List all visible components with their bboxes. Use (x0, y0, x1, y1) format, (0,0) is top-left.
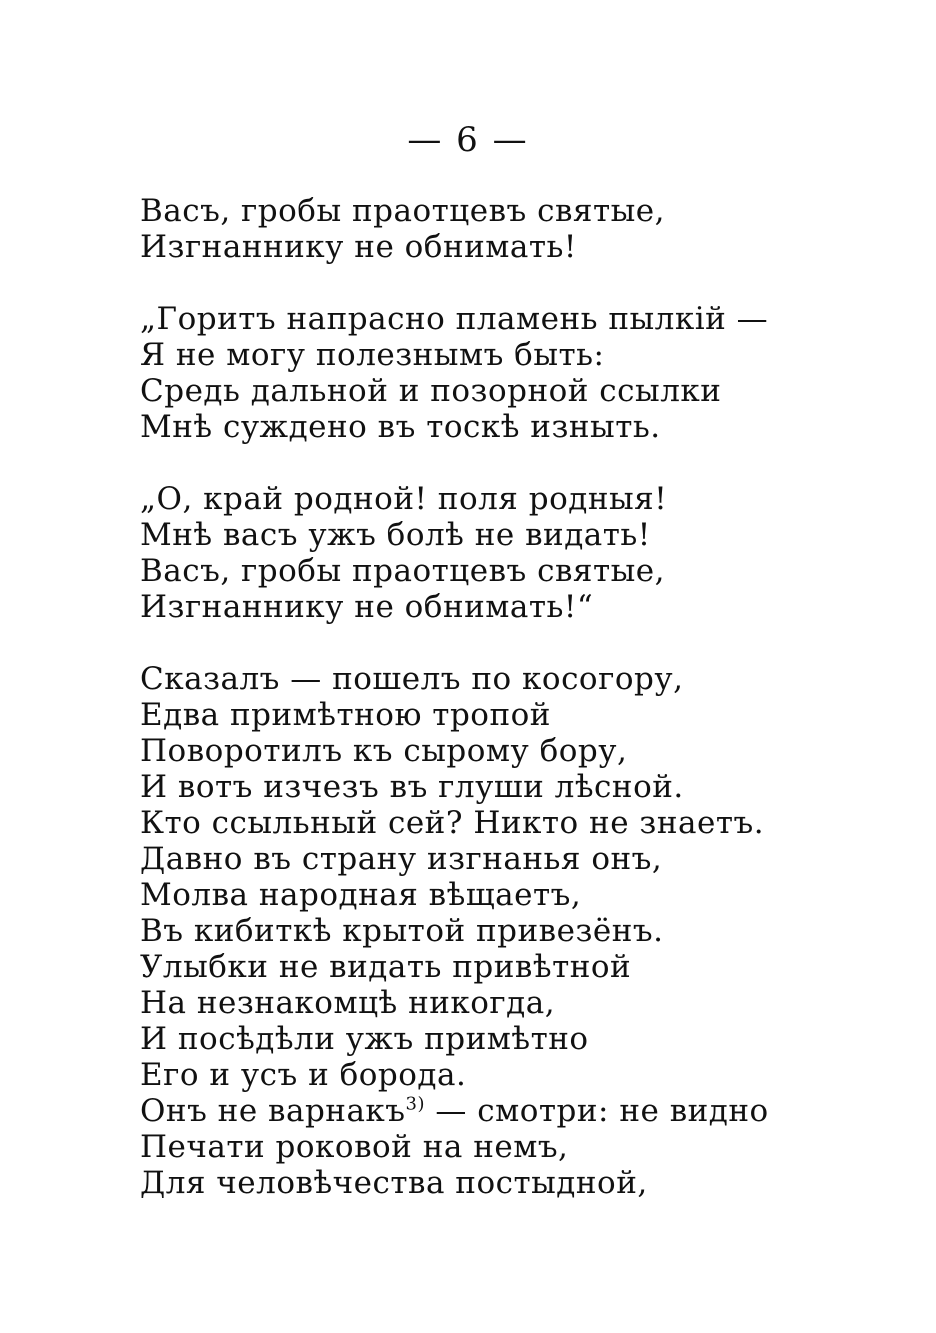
footnote-ref: 3) (405, 1093, 426, 1115)
verse-line: Печати роковой на немъ, (140, 1129, 569, 1165)
verse-line: Изгнаннику не обнимать!“ (140, 589, 594, 625)
stanza-1 (140, 193, 900, 265)
verse-line: И посѣдѣли ужъ примѣтно (140, 1021, 589, 1057)
verse-line: Поворотилъ къ сырому бору, (140, 733, 628, 769)
verse-line: Изгнаннику не обнимать! (140, 229, 577, 265)
verse-line: Едва примѣтною тропой (140, 697, 551, 733)
stanza-2 (140, 301, 900, 445)
verse-line: И вотъ изчезъ въ глуши лѣсной. (140, 769, 684, 805)
verse-line: „Горитъ напрасно пламень пылкiй — (140, 301, 769, 337)
verse-line: Кто ссыльный сей? Никто не знаетъ. (140, 805, 765, 841)
stanza-3 (140, 481, 900, 625)
verse-line: Улыбки не видать привѣтной (140, 949, 632, 985)
verse-line: Давно въ страну изгнанья онъ, (140, 841, 663, 877)
verse-line: Васъ, гробы праотцевъ святые, (140, 553, 666, 589)
verse-line: Мнѣ васъ ужъ болѣ не видать! (140, 517, 651, 553)
verse-text: — смотри: не видно (425, 1093, 769, 1129)
verse-line: Я не могу полезнымъ быть: (140, 337, 605, 373)
page-number: — 6 — (407, 120, 529, 160)
verse-line: „О, край родной! поля родныя! (140, 481, 668, 517)
verse-line: Въ кибиткѣ крытой привезёнъ. (140, 913, 664, 949)
stanza-4 (140, 661, 900, 1201)
verse-line: Его и усъ и борода. (140, 1057, 467, 1093)
verse-line-with-footnote (140, 1093, 900, 1129)
verse-line: Для человѣчества постыдной, (140, 1165, 648, 1201)
verse-line: Васъ, гробы праотцевъ святые, (140, 193, 666, 229)
verse-line: Сказалъ — пошелъ по косогору, (140, 661, 684, 697)
verse-line: Средь дальной и позорной ссылки (140, 373, 722, 409)
verse-text: Онъ не варнакъ (140, 1093, 406, 1129)
verse-line: Молва народная вѣщаетъ, (140, 877, 582, 913)
verse-line: На незнакомцѣ никогда, (140, 985, 556, 1021)
verse-line: Мнѣ суждено въ тоскѣ изныть. (140, 409, 661, 445)
poem-body (140, 193, 900, 1237)
